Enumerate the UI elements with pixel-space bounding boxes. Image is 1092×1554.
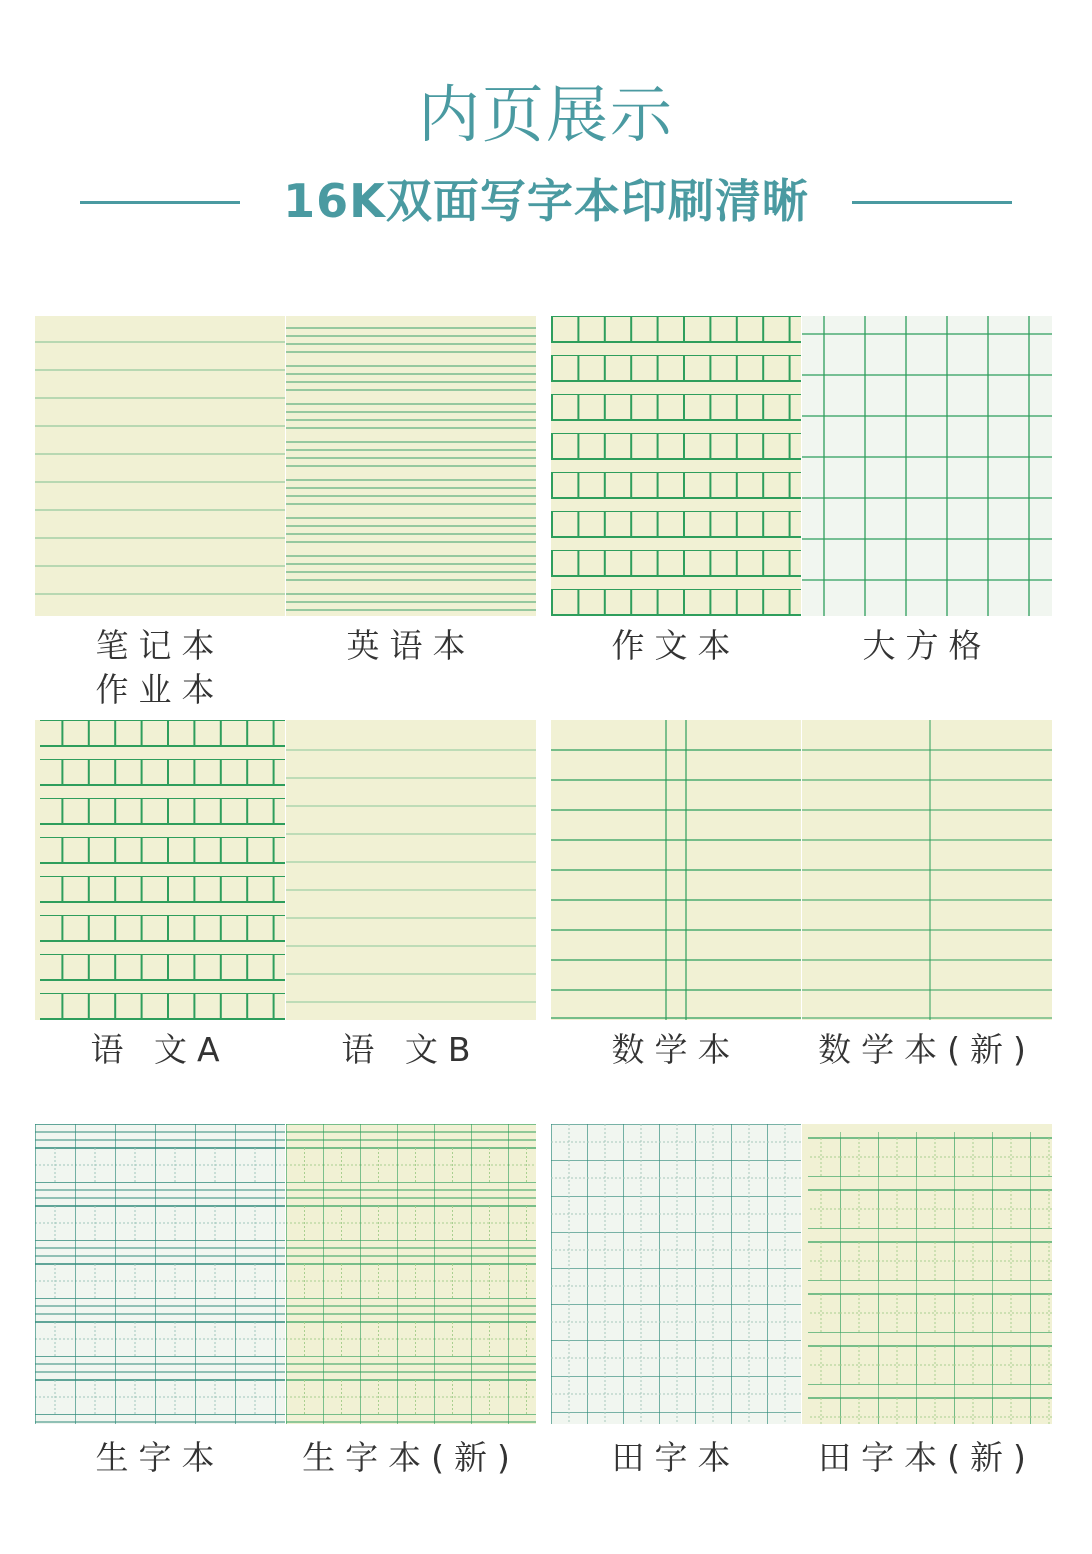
label-tian-grid-new: 田字本(新) <box>818 1438 1036 1477</box>
new-words-grid-pattern <box>35 1124 285 1424</box>
label-math: 数学本 <box>611 1030 741 1069</box>
math-new-lines-pattern <box>802 720 1052 1020</box>
sample-tian-grid <box>551 1124 801 1424</box>
sample-chinese-b <box>286 720 536 1020</box>
label-notebook-line2: 作业本 <box>95 670 225 709</box>
big-grid-pattern <box>802 316 1052 616</box>
label-chinese-a: 语 文A <box>90 1030 230 1069</box>
label-math-new: 数学本(新) <box>818 1030 1036 1069</box>
label-notebook <box>35 624 285 712</box>
sample-notebook <box>35 316 285 616</box>
sample-english <box>286 316 536 616</box>
label-notebook-line1: 笔记本 <box>95 626 225 665</box>
chinese-a-grid-pattern <box>35 720 285 1020</box>
sample-tian-grid-new <box>802 1124 1052 1424</box>
label-english: 英语本 <box>346 626 476 665</box>
composition-grid-pattern <box>551 316 801 616</box>
label-composition: 作文本 <box>611 626 741 665</box>
ruled-lines-pattern <box>35 316 285 616</box>
label-chinese-b: 语 文B <box>341 1030 481 1069</box>
sample-new-words-new <box>286 1124 536 1424</box>
sample-math-new <box>802 720 1052 1020</box>
sample-math <box>551 720 801 1020</box>
four-line-pattern <box>286 316 536 616</box>
tian-grid-pattern <box>551 1124 801 1424</box>
label-new-words: 生字本 <box>95 1438 225 1477</box>
math-lines-pattern <box>551 720 801 1020</box>
label-big-grid: 大方格 <box>862 626 992 665</box>
new-words-new-grid-pattern <box>286 1124 536 1424</box>
page-subtitle: 16K双面写字本印刷清晰 <box>283 174 809 228</box>
chinese-b-lines-pattern <box>286 720 536 1020</box>
right-divider <box>852 201 1012 204</box>
tian-grid-new-pattern <box>802 1124 1052 1424</box>
sample-big-grid <box>802 316 1052 616</box>
label-tian-grid: 田字本 <box>611 1438 741 1477</box>
label-new-words-new: 生字本(新) <box>302 1438 520 1477</box>
sample-composition <box>551 316 801 616</box>
sample-chinese-a <box>35 720 285 1020</box>
sample-new-words <box>35 1124 285 1424</box>
page-title: 内页展示 <box>417 78 674 151</box>
